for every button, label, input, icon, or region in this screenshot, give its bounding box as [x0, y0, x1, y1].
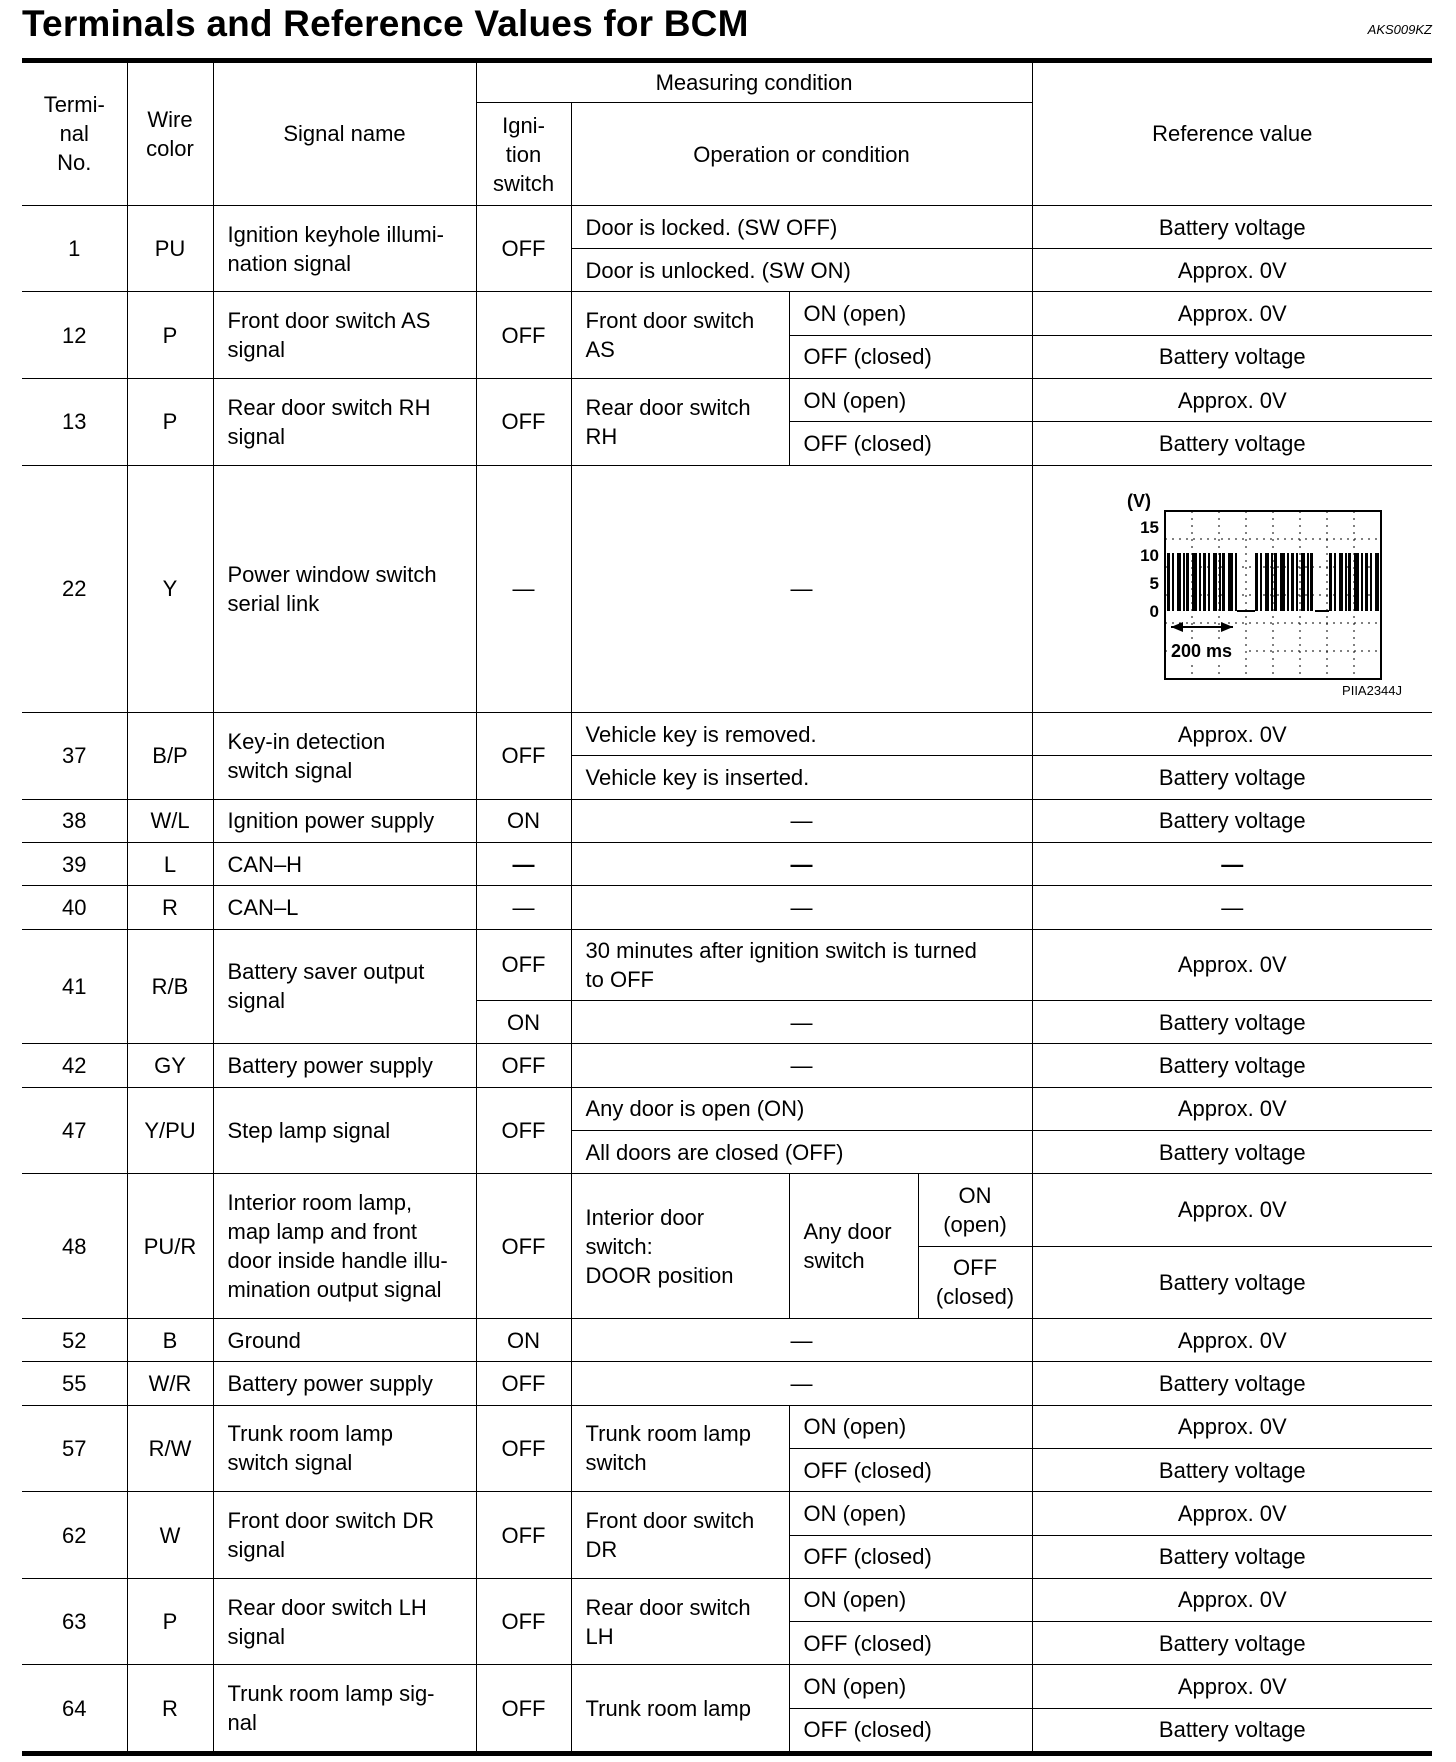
- ignition-switch: ON: [476, 1001, 571, 1044]
- waveform-pulse: [1222, 553, 1225, 611]
- waveform-pulse: [1228, 553, 1233, 611]
- table-row: [22, 1665, 1432, 1708]
- header-reference-value: Reference value: [1032, 63, 1432, 206]
- reference-value: Battery voltage: [1032, 1622, 1432, 1665]
- condition: —: [571, 465, 1032, 713]
- ignition-switch: —: [476, 465, 571, 713]
- terminal-no: 37: [22, 713, 127, 800]
- wire-color: PU: [127, 205, 213, 292]
- terminal-no: 41: [22, 929, 127, 1044]
- header-measuring-condition: Measuring condition: [476, 63, 1032, 103]
- header-wire-color: Wire color: [127, 63, 213, 206]
- switch-state: OFF (closed): [789, 422, 1032, 465]
- table-row: [22, 886, 1432, 929]
- terminal-no: 22: [22, 465, 127, 713]
- condition: —: [571, 886, 1032, 929]
- waveform-pulse: [1348, 553, 1351, 611]
- waveform-pulse: [1370, 553, 1372, 611]
- condition: —: [571, 843, 1032, 886]
- signal-name: Power window switch serial link: [213, 465, 476, 713]
- terminal-no: 42: [22, 1044, 127, 1087]
- waveform-pulse: [1172, 553, 1174, 611]
- scope-pulse-train: [1167, 553, 1379, 611]
- wire-color: PU/R: [127, 1174, 213, 1319]
- waveform-pulse: [1177, 553, 1181, 611]
- table-row: [22, 1044, 1432, 1087]
- scope-tick-label: 0: [1149, 601, 1159, 621]
- waveform-pulse: [1271, 553, 1273, 611]
- figure-code: AKS009KZ: [1367, 22, 1432, 37]
- waveform-pulse: [1167, 553, 1170, 611]
- wire-color: P: [127, 292, 213, 379]
- waveform-pulse: [1213, 553, 1217, 611]
- table-row: [22, 1405, 1432, 1448]
- signal-name: Rear door switch LH signal: [213, 1578, 476, 1665]
- oscilloscope-waveform: [1083, 489, 1393, 689]
- table-row: [22, 205, 1432, 248]
- ignition-switch: OFF: [476, 379, 571, 466]
- figure-code: PIIA2344J: [1342, 682, 1403, 698]
- switch-state: ON (open): [789, 292, 1032, 335]
- signal-name: Ground: [213, 1319, 476, 1362]
- ignition-switch: —: [476, 886, 571, 929]
- waveform-pulse: [1365, 553, 1368, 611]
- waveform-pulse: [1192, 553, 1197, 611]
- table-row: [22, 929, 1432, 1000]
- ignition-switch: OFF: [476, 1405, 571, 1492]
- wire-color: GY: [127, 1044, 213, 1087]
- waveform-pulse: [1329, 553, 1332, 611]
- condition: Front door switch AS: [571, 292, 789, 379]
- table-row: [22, 465, 1432, 713]
- wire-color: Y: [127, 465, 213, 713]
- terminal-no: 1: [22, 205, 127, 292]
- ignition-switch: OFF: [476, 1044, 571, 1087]
- waveform-pulse: [1354, 553, 1359, 611]
- condition: —: [571, 1001, 1032, 1044]
- reference-value: Approx. 0V: [1032, 379, 1432, 422]
- reference-waveform-cell: [1032, 465, 1432, 713]
- wire-color: P: [127, 379, 213, 466]
- condition: Rear door switch LH: [571, 1578, 789, 1665]
- header-signal-name: Signal name: [213, 63, 476, 206]
- switch-state: OFF (closed): [918, 1246, 1032, 1318]
- table-row: [22, 1174, 1432, 1246]
- sub-condition: Any door switch: [789, 1174, 918, 1319]
- switch-state: OFF (closed): [789, 335, 1032, 378]
- ignition-switch: OFF: [476, 1578, 571, 1665]
- terminal-no: 63: [22, 1578, 127, 1665]
- signal-name: Front door switch AS signal: [213, 292, 476, 379]
- terminal-no: 38: [22, 799, 127, 842]
- reference-value: Approx. 0V: [1032, 929, 1432, 1000]
- condition: Door is unlocked. (SW ON): [571, 249, 1032, 292]
- reference-value: Approx. 0V: [1032, 1405, 1432, 1448]
- waveform-pulse: [1280, 553, 1285, 611]
- condition: —: [571, 1319, 1032, 1362]
- signal-name: Ignition power supply: [213, 799, 476, 842]
- signal-name: CAN–H: [213, 843, 476, 886]
- waveform-pulse: [1274, 553, 1277, 611]
- signal-name: CAN–L: [213, 886, 476, 929]
- scope-tick-label: 15: [1139, 517, 1159, 537]
- table-row: [22, 292, 1432, 335]
- time-scale-label: 200 ms: [1170, 640, 1232, 661]
- signal-name: Key-in detection switch signal: [213, 713, 476, 800]
- waveform-pulse: [1203, 553, 1206, 611]
- waveform-pulse: [1375, 553, 1379, 611]
- arrow-head-right: [1221, 622, 1233, 632]
- reference-value: Battery voltage: [1032, 205, 1432, 248]
- reference-value: Battery voltage: [1032, 1535, 1432, 1578]
- switch-state: ON (open): [789, 1405, 1032, 1448]
- condition: —: [571, 1362, 1032, 1405]
- condition: Trunk room lamp switch: [571, 1405, 789, 1492]
- waveform-pulse: [1361, 553, 1363, 611]
- reference-value: Battery voltage: [1032, 335, 1432, 378]
- header-terminal-no: Termi- nal No.: [22, 63, 127, 206]
- oscilloscope-figure: [1033, 469, 1433, 709]
- table-row: [22, 1319, 1432, 1362]
- header-row: [22, 63, 1432, 103]
- wire-color: L: [127, 843, 213, 886]
- ignition-switch: OFF: [476, 713, 571, 800]
- condition: Rear door switch RH: [571, 379, 789, 466]
- signal-name: Step lamp signal: [213, 1087, 476, 1174]
- signal-name: Front door switch DR signal: [213, 1492, 476, 1579]
- reference-value: Battery voltage: [1032, 422, 1432, 465]
- condition: Vehicle key is inserted.: [571, 756, 1032, 799]
- ignition-switch: —: [476, 843, 571, 886]
- condition: Trunk room lamp: [571, 1665, 789, 1752]
- reference-value: Approx. 0V: [1032, 292, 1432, 335]
- switch-state: OFF (closed): [789, 1448, 1032, 1491]
- wire-color: P: [127, 1578, 213, 1665]
- waveform-pulse: [1255, 553, 1258, 611]
- waveform-pulse: [1291, 553, 1294, 611]
- ignition-switch: OFF: [476, 1087, 571, 1174]
- bcm-terminal-table: [22, 62, 1432, 1752]
- scope-tick-label: 5: [1149, 573, 1159, 593]
- reference-value: Battery voltage: [1032, 799, 1432, 842]
- waveform-pulse: [1208, 553, 1210, 611]
- wire-color: W: [127, 1492, 213, 1579]
- reference-value: Approx. 0V: [1032, 1578, 1432, 1621]
- condition: Interior door switch: DOOR position: [571, 1174, 789, 1319]
- reference-value: Battery voltage: [1032, 1130, 1432, 1173]
- table-row: [22, 1492, 1432, 1535]
- condition: Front door switch DR: [571, 1492, 789, 1579]
- table-row: [22, 1087, 1432, 1130]
- waveform-pulse: [1301, 553, 1305, 611]
- switch-state: ON (open): [789, 1492, 1032, 1535]
- wire-color: R: [127, 1665, 213, 1752]
- ignition-switch: ON: [476, 1319, 571, 1362]
- header-ignition-switch: Igni- tion switch: [476, 103, 571, 206]
- reference-value: Approx. 0V: [1032, 713, 1432, 756]
- waveform-pulse: [1334, 553, 1336, 611]
- waveform-pulse: [1287, 553, 1289, 611]
- waveform-pulse: [1260, 553, 1262, 611]
- table-row: [22, 843, 1432, 886]
- waveform-pulse: [1199, 553, 1201, 611]
- condition: Door is locked. (SW OFF): [571, 205, 1032, 248]
- terminal-no: 64: [22, 1665, 127, 1752]
- terminal-no: 40: [22, 886, 127, 929]
- terminal-no: 62: [22, 1492, 127, 1579]
- volt-unit-label: (V): [1126, 490, 1151, 511]
- signal-name: Ignition keyhole illumi- nation signal: [213, 205, 476, 292]
- wire-color: Y/PU: [127, 1087, 213, 1174]
- reference-value: Approx. 0V: [1032, 1174, 1432, 1246]
- terminal-no: 48: [22, 1174, 127, 1319]
- table-row: [22, 1578, 1432, 1621]
- terminal-no: 39: [22, 843, 127, 886]
- switch-state: OFF (closed): [789, 1622, 1032, 1665]
- ignition-switch: OFF: [476, 929, 571, 1000]
- table-row: [22, 713, 1432, 756]
- wire-color: B: [127, 1319, 213, 1362]
- ignition-switch: OFF: [476, 292, 571, 379]
- waveform-pulse: [1265, 553, 1269, 611]
- signal-name: Interior room lamp, map lamp and front door inside handle illu- mination output signal: [213, 1174, 476, 1319]
- reference-value: Approx. 0V: [1032, 249, 1432, 292]
- reference-value: Approx. 0V: [1032, 1492, 1432, 1535]
- reference-value: —: [1032, 886, 1432, 929]
- reference-value: Approx. 0V: [1032, 1087, 1432, 1130]
- condition: 30 minutes after ignition switch is turned to OFF: [571, 929, 1032, 1000]
- wire-color: R/B: [127, 929, 213, 1044]
- switch-state: OFF (closed): [789, 1708, 1032, 1751]
- bottom-rule: [22, 1752, 1432, 1756]
- terminal-no: 57: [22, 1405, 127, 1492]
- reference-value: Battery voltage: [1032, 1448, 1432, 1491]
- header-operation: Operation or condition: [571, 103, 1032, 206]
- table-row: [22, 1362, 1432, 1405]
- table-row: [22, 379, 1432, 422]
- condition: —: [571, 799, 1032, 842]
- terminal-no: 47: [22, 1087, 127, 1174]
- reference-value: Battery voltage: [1032, 1044, 1432, 1087]
- switch-state: ON (open): [918, 1174, 1032, 1246]
- ignition-switch: ON: [476, 799, 571, 842]
- reference-value: Battery voltage: [1032, 1362, 1432, 1405]
- waveform-pulse: [1186, 553, 1189, 611]
- scope-tick-label: 10: [1139, 545, 1159, 565]
- ignition-switch: OFF: [476, 1665, 571, 1752]
- terminal-no: 52: [22, 1319, 127, 1362]
- waveform-pulse: [1183, 553, 1185, 611]
- wire-color: B/P: [127, 713, 213, 800]
- switch-state: ON (open): [789, 379, 1032, 422]
- signal-name: Battery power supply: [213, 1362, 476, 1405]
- signal-name: Rear door switch RH signal: [213, 379, 476, 466]
- reference-value: Battery voltage: [1032, 1246, 1432, 1318]
- waveform-pulse: [1310, 553, 1313, 611]
- switch-state: OFF (closed): [789, 1535, 1032, 1578]
- waveform-pulse: [1219, 553, 1221, 611]
- reference-value: Battery voltage: [1032, 1708, 1432, 1751]
- terminal-no: 55: [22, 1362, 127, 1405]
- waveform-pulse: [1307, 553, 1309, 611]
- ignition-switch: OFF: [476, 1174, 571, 1319]
- wire-color: R: [127, 886, 213, 929]
- waveform-pulse: [1339, 553, 1343, 611]
- wire-color: W/L: [127, 799, 213, 842]
- reference-value: Battery voltage: [1032, 756, 1432, 799]
- signal-name: Battery power supply: [213, 1044, 476, 1087]
- wire-color: W/R: [127, 1362, 213, 1405]
- condition: Any door is open (ON): [571, 1087, 1032, 1130]
- reference-value: Approx. 0V: [1032, 1319, 1432, 1362]
- waveform-pulse: [1296, 553, 1298, 611]
- signal-name: Battery saver output signal: [213, 929, 476, 1044]
- waveform-pulse: [1235, 553, 1237, 611]
- condition: —: [571, 1044, 1032, 1087]
- page-title: Terminals and Reference Values for BCM: [22, 3, 749, 44]
- signal-name: Trunk room lamp sig- nal: [213, 1665, 476, 1752]
- reference-value: —: [1032, 843, 1432, 886]
- ignition-switch: OFF: [476, 205, 571, 292]
- signal-name: Trunk room lamp switch signal: [213, 1405, 476, 1492]
- ignition-switch: OFF: [476, 1492, 571, 1579]
- condition: Vehicle key is removed.: [571, 713, 1032, 756]
- table-row: [22, 799, 1432, 842]
- condition: All doors are closed (OFF): [571, 1130, 1032, 1173]
- waveform-pulse: [1345, 553, 1347, 611]
- terminal-no: 12: [22, 292, 127, 379]
- switch-state: ON (open): [789, 1665, 1032, 1708]
- ignition-switch: OFF: [476, 1362, 571, 1405]
- reference-value: Battery voltage: [1032, 1001, 1432, 1044]
- reference-value: Approx. 0V: [1032, 1665, 1432, 1708]
- switch-state: ON (open): [789, 1578, 1032, 1621]
- terminal-no: 13: [22, 379, 127, 466]
- wire-color: R/W: [127, 1405, 213, 1492]
